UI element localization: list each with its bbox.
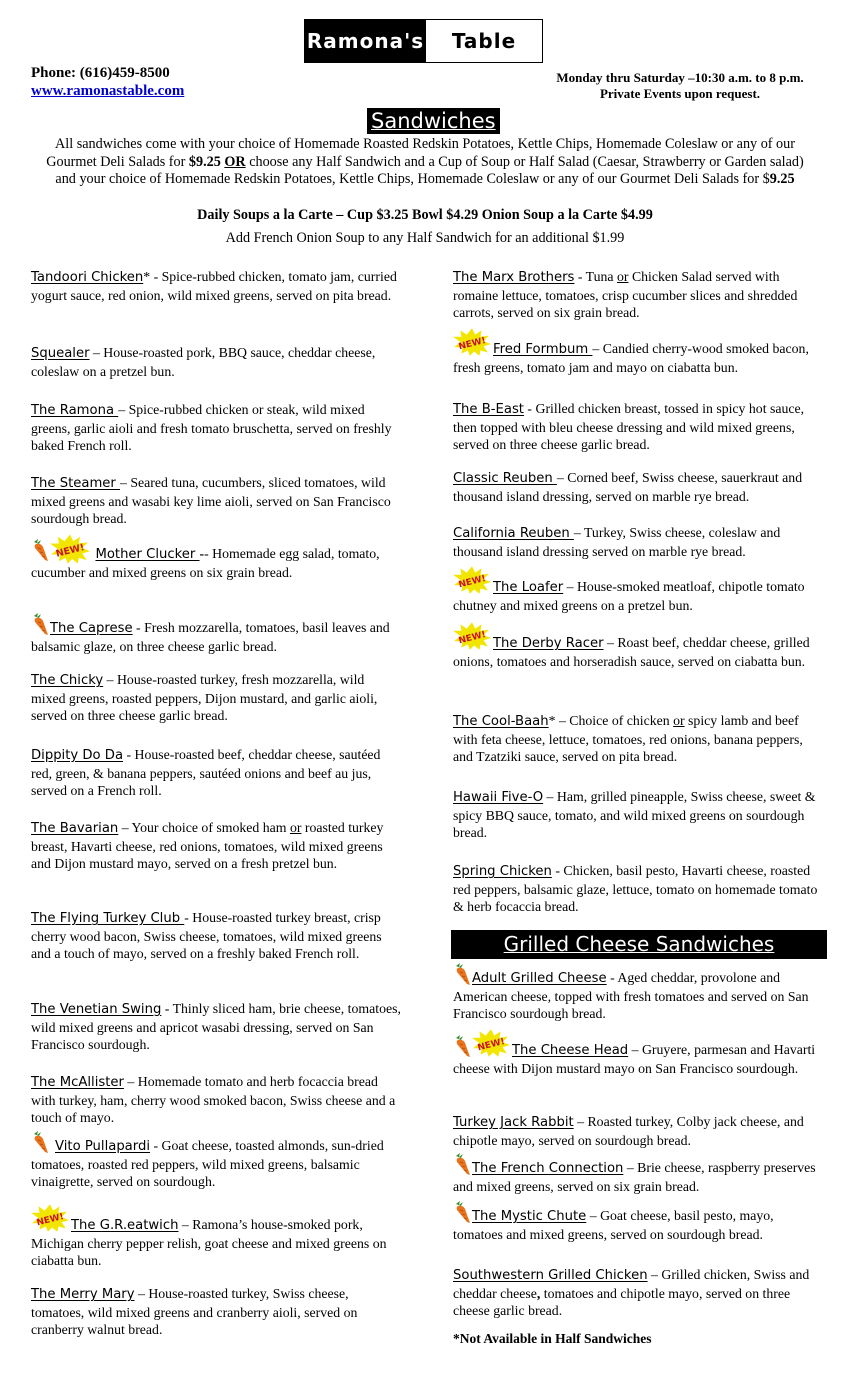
footnote: *Not Available in Half Sandwiches: [453, 1331, 652, 1346]
item-name: The Marx Brothers: [453, 270, 575, 285]
menu-item: Southwestern Grilled Chicken – Grilled chicken, Swiss and cheddar cheese, tomatoes and chipotle mayo, served on three cheese garlic bread.: [453, 1267, 810, 1318]
menu-item: The Steamer – Seared tuna, cucumbers, sliced tomatoes, wild mixed greens and wasabi key lime aioli, served on San Francisco sourdough bread.: [31, 475, 391, 526]
menu-item: California Reuben – Turkey, Swiss cheese, coleslaw and thousand island dressing served on marble rye bread.: [453, 525, 781, 559]
menu-item: Squealer – House-roasted pork, BBQ sauce, cheddar cheese, coleslaw on a pretzel bun.: [31, 345, 376, 379]
item-name: The Cheese Head: [512, 1043, 629, 1058]
item-name: Turkey Jack Rabbit: [453, 1115, 574, 1130]
item-name: The Derby Racer: [493, 636, 604, 651]
carrot-icon: [31, 538, 49, 562]
menu-item: The Caprese - Fresh mozzarella, tomatoes, basil leaves and balsamic glaze, on three cheese garlic bread.: [31, 612, 401, 655]
menu-item: Spring Chicken - Chicken, basil pesto, Havarti cheese, roasted red peppers, balsamic glaze, lettuce, tomato on homemade tomato & herb focaccia bread.: [453, 863, 818, 914]
new-badge-icon: [453, 621, 491, 651]
menu-item: The Bavarian – Your choice of smoked ham or roasted turkey breast, Havarti cheese, red onions, tomatoes, wild mixed greens and Dijon mustard mayo, served on a fresh pretzel bun.: [31, 820, 384, 871]
new-badge-icon: [31, 1203, 69, 1233]
new-badge-icon: [453, 327, 491, 357]
grilled-cheese-heading: Grilled Cheese Sandwiches: [451, 930, 827, 959]
menu-item: The Ramona – Spice-rubbed chicken or steak, wild mixed greens, garlic aioli and fresh tomato bruschetta, served on freshly baked French roll.: [31, 402, 392, 453]
menu-item: The French Connection – Brie cheese, raspberry preserves and mixed greens, served on six grain bread.: [453, 1152, 825, 1195]
menu-item: Vito Pullapardi - Goat cheese, toasted almonds, sun-dried tomatoes, roasted red peppers, wild mixed greens, balsamic vinaigrette, served on sourdough.: [31, 1130, 401, 1191]
menu-item: Adult Grilled Cheese - Aged cheddar, provolone and American cheese, topped with fresh tomatoes and served on San Francisco sourdough bread.: [453, 962, 825, 1023]
menu-item: Hawaii Five-O – Ham, grilled pineapple, Swiss cheese, sweet & spicy BBQ sauce, tomato, and wild mixed greens on sourdough bread.: [453, 789, 816, 840]
hours-text: Monday thru Saturday –10:30 a.m. to 8 p.m.: [556, 70, 804, 85]
menu-item: Fred Formbum – Candied cherry-wood smoked bacon, fresh greens, tomato jam and mayo on ciabatta bun.: [453, 327, 825, 376]
item-name: Classic Reuben: [453, 471, 557, 486]
carrot-icon: [453, 1200, 471, 1224]
item-name: The G.R.eatwich: [71, 1218, 179, 1233]
sandwiches-intro: All sandwiches come with your choice of Homemade Roasted Redskin Potatoes, Kettle Chips, Homemade Coleslaw or any of our Gourmet Deli Salads for $9.25 OR choose any Half Sandwich and a Cup of Soup or Half Salad (Caesar, Strawberry or Garden salad) and your choice of Homemade Redskin Potatoes, Kettle Chips, Homemade Coleslaw or any of our Gourmet Deli Salads for $9.25: [46, 136, 804, 187]
item-name: The Mystic Chute: [472, 1209, 587, 1224]
logo-left: Ramona's: [305, 20, 426, 62]
item-name: Spring Chicken: [453, 864, 552, 879]
item-name: Southwestern Grilled Chicken: [453, 1268, 648, 1283]
menu-item: The Cool-Baah* – Choice of chicken or spicy lamb and beef with feta cheese, lettuce, tomatoes, red onions, banana peppers, and Tzatziki sauce, served on pita bread.: [453, 713, 803, 764]
item-name: The Flying Turkey Club: [31, 911, 185, 926]
menu-item: Dippity Do Da - House-roasted beef, cheddar cheese, sautéed red, green, & banana peppers, sautéed onions and beef au jus, served on a French roll.: [31, 747, 381, 798]
item-name: Mother Clucker: [95, 547, 200, 562]
item-name: Vito Pullapardi: [55, 1139, 150, 1154]
item-name: The Steamer: [31, 476, 121, 491]
phone-number: Phone: (616)459-8500: [31, 65, 170, 81]
carrot-icon: [453, 962, 471, 986]
item-name: The Cool-Baah: [453, 714, 549, 729]
new-badge-icon: [472, 1028, 510, 1058]
item-name: The French Connection: [472, 1161, 624, 1176]
menu-item: The Loafer – House-smoked meatloaf, chipotle tomato chutney and mixed greens on a pretzel bun.: [453, 565, 825, 614]
menu-item: The Marx Brothers - Tuna or Chicken Salad served with romaine lettuce, tomatoes, crisp cucumber slices and shredded carrots, served on six grain bread.: [453, 269, 798, 320]
menu-item: The G.R.eatwich – Ramona’s house-smoked pork, Michigan cherry pepper relish, goat cheese and mixed greens on ciabatta bun.: [31, 1203, 401, 1270]
item-desc: - Homemade egg salad, tomato, cucumber and mixed greens on six grain bread.: [31, 546, 380, 580]
hours-block: [520, 70, 840, 102]
menu-item: The McAllister – Homemade tomato and herb focaccia bread with turkey, ham, cherry wood smoked bacon, Swiss cheese and a touch of mayo.: [31, 1074, 396, 1125]
menu-item: The Flying Turkey Club - House-roasted turkey breast, crisp cherry wood bacon, Swiss cheese, tomatoes, wild mixed greens and a touch of mayo, served on a freshly baked French roll.: [31, 910, 382, 961]
item-name: The Ramona: [31, 403, 119, 418]
carrot-icon: [453, 1152, 471, 1176]
menu-item: The Cheese Head – Gruyere, parmesan and Havarti cheese with Dijon mustard mayo on San Francisco sourdough.: [453, 1028, 825, 1077]
contact-block: [31, 64, 184, 100]
menu-item: Mother Clucker -- Homemade egg salad, tomato, cucumber and mixed greens on six grain bread.: [31, 534, 401, 582]
item-name: The B-East: [453, 402, 524, 417]
item-name: The McAllister: [31, 1075, 124, 1090]
sandwiches-heading: Sandwiches: [367, 108, 500, 134]
menu-item: Classic Reuben – Corned beef, Swiss cheese, sauerkraut and thousand island dressing, served on marble rye bread.: [453, 470, 803, 504]
item-name: Dippity Do Da: [31, 748, 124, 763]
menu-item: The Venetian Swing - Thinly sliced ham, brie cheese, tomatoes, wild mixed greens and apricot wasabi dressing, served on San Francisco sourdough.: [31, 1001, 401, 1052]
menu-item: The B-East - Grilled chicken breast, tossed in spicy hot sauce, then topped with bleu cheese dressing and wild mixed greens, served on three cheese garlic bread.: [453, 401, 805, 452]
item-name: The Caprese: [50, 621, 133, 636]
logo-right: Table: [426, 20, 542, 62]
item-name: The Merry Mary: [31, 1287, 135, 1302]
item-name: Fred Formbum: [493, 342, 593, 357]
logo: [304, 19, 543, 63]
menu-item: The Derby Racer – Roast beef, cheddar cheese, grilled onions, tomatoes and horseradish sauce, served on ciabatta bun.: [453, 621, 825, 670]
item-name: Tandoori Chicken: [31, 270, 144, 285]
menu-item: Turkey Jack Rabbit – Roasted turkey, Colby jack cheese, and chipotle mayo, served on sourdough bread.: [453, 1114, 804, 1148]
item-name: The Chicky: [31, 673, 104, 688]
carrot-icon: [31, 612, 49, 636]
item-name: Adult Grilled Cheese: [472, 971, 607, 986]
add-soup-line: Add French Onion Soup to any Half Sandwich for an additional $1.99: [225, 230, 625, 246]
private-events-text: Private Events upon request.: [599, 86, 761, 101]
menu-item: Tandoori Chicken* - Spice-rubbed chicken, tomato jam, curried yogurt sauce, red onion, wild mixed greens, served on pita bread.: [31, 269, 397, 303]
menu-item: The Merry Mary – House-roasted turkey, Swiss cheese, tomatoes, wild mixed greens and cranberry aioli, served on cranberry walnut bread.: [31, 1286, 358, 1337]
new-badge-icon: [453, 565, 491, 595]
website-link[interactable]: www.ramonastable.com: [31, 83, 185, 99]
menu-item: The Chicky – House-roasted turkey, fresh mozzarella, wild mixed greens, roasted peppers, Dijon mustard, and garlic aioli, served on three cheese garlic bread.: [31, 672, 378, 723]
new-badge-icon: [50, 534, 90, 564]
item-name: California Reuben: [453, 526, 574, 541]
soups-line: Daily Soups a la Carte – Cup $3.25 Bowl $4.29 Onion Soup a la Carte $4.99: [197, 207, 653, 223]
item-name: Squealer: [31, 346, 90, 361]
item-name: The Venetian Swing: [31, 1002, 162, 1017]
item-name: The Bavarian: [31, 821, 119, 836]
carrot-icon: [31, 1130, 49, 1154]
carrot-icon: [453, 1034, 471, 1058]
menu-item: The Mystic Chute – Goat cheese, basil pesto, mayo, tomatoes and mixed greens, served on sourdough bread.: [453, 1200, 825, 1243]
item-name: The Loafer: [493, 580, 564, 595]
item-name: Hawaii Five-O: [453, 790, 544, 805]
